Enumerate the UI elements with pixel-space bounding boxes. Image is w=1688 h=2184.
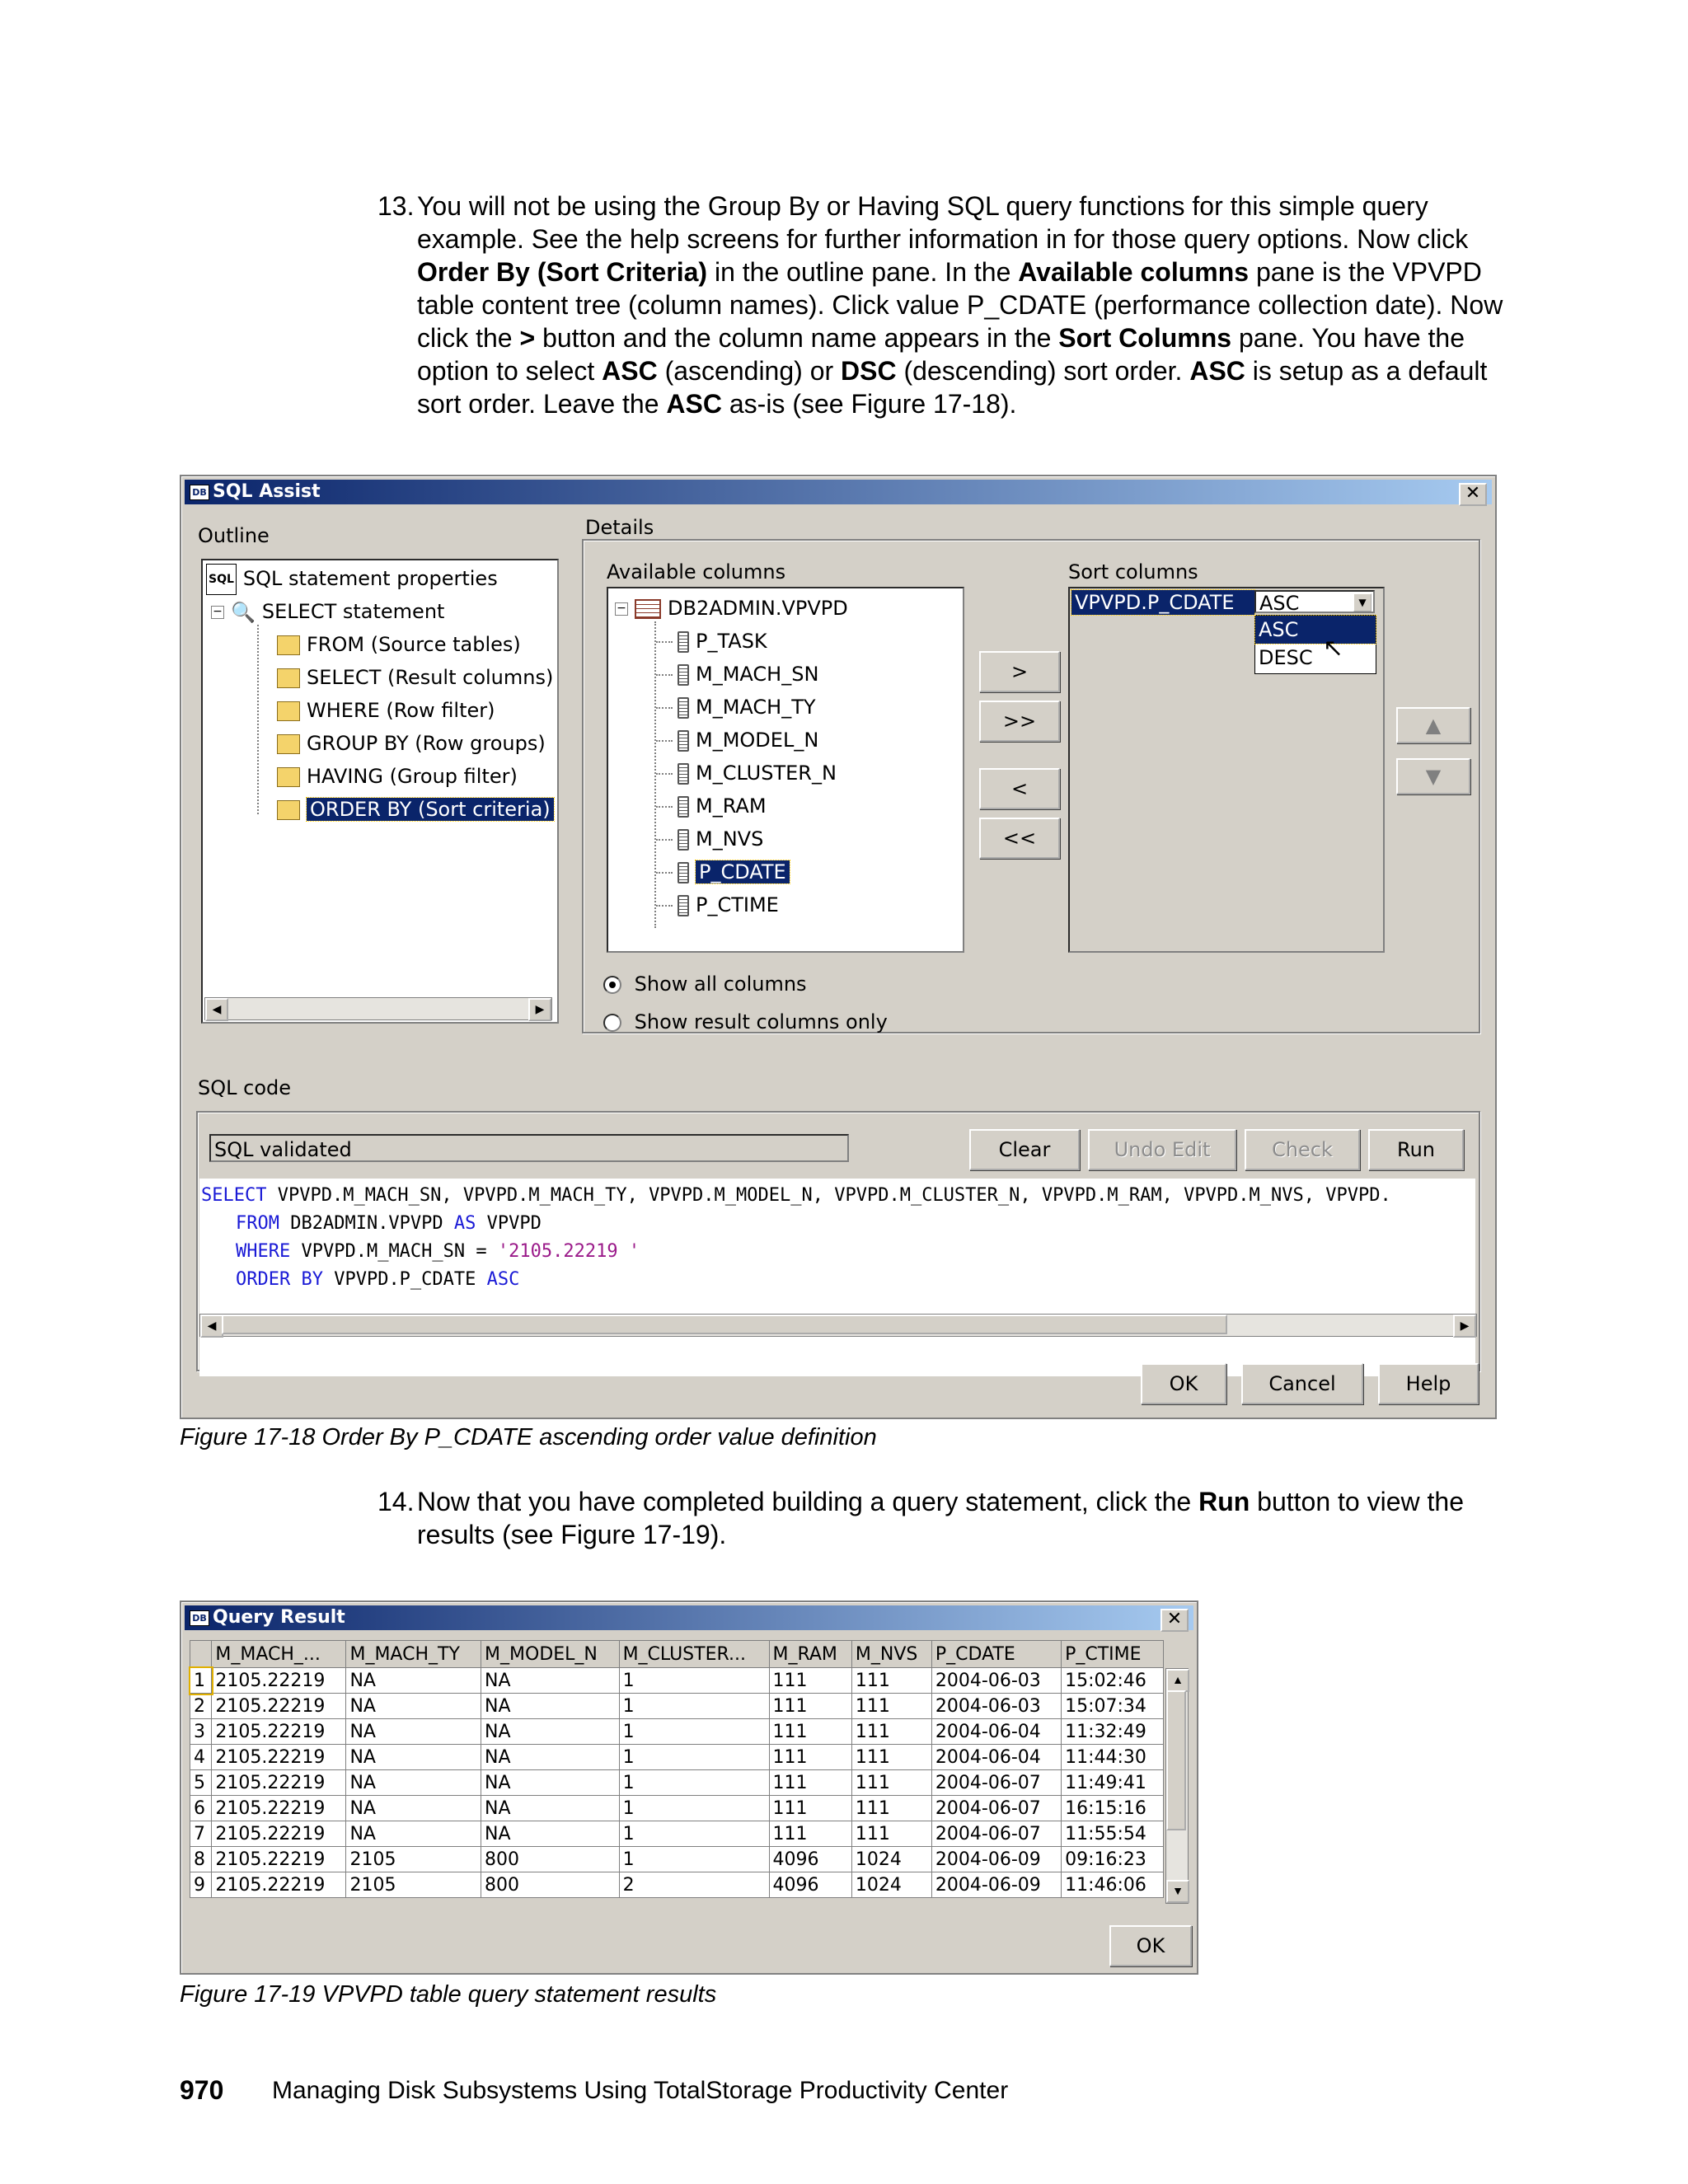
mouse-cursor-icon: ↖	[1323, 634, 1344, 663]
column-header[interactable]: P_CTIME	[1062, 1641, 1164, 1668]
outline-item-having[interactable]: HAVING (Group filter)	[277, 762, 518, 791]
table-row[interactable]	[190, 1719, 1164, 1745]
move-up-icon[interactable]: ▲	[1396, 707, 1470, 743]
column-item[interactable]	[678, 890, 779, 920]
table-cell: 2105.22219	[212, 1770, 346, 1796]
table-cell: NA	[346, 1770, 481, 1796]
table-cell: NA	[481, 1668, 620, 1694]
table-cell: 11:32:49	[1062, 1719, 1164, 1745]
table-row[interactable]	[190, 1694, 1164, 1719]
outline-item-select-statement[interactable]: − 🔍 SELECT statement	[211, 597, 444, 626]
step-13-text	[417, 190, 1515, 420]
scroll-left-icon[interactable]: ◀	[205, 998, 228, 1021]
table-row[interactable]	[190, 1872, 1164, 1898]
column-label: P_CTIME	[696, 893, 779, 916]
table-cell: NA	[346, 1668, 481, 1694]
clear-button[interactable]: Clear	[969, 1129, 1080, 1170]
collapse-icon: −	[615, 602, 628, 616]
text-run: (descending) sort order.	[896, 356, 1190, 386]
sort-option-desc[interactable]: DESC	[1259, 646, 1313, 669]
column-icon	[678, 697, 689, 719]
outline-h-scrollbar[interactable]	[204, 997, 552, 1020]
cancel-button[interactable]: Cancel	[1241, 1363, 1363, 1404]
column-header[interactable]: M_MODEL_N	[481, 1641, 620, 1668]
row-number: 8	[190, 1847, 212, 1872]
table-cell: 111	[851, 1770, 931, 1796]
table-cell: 111	[769, 1770, 851, 1796]
table-cell: 2105.22219	[212, 1847, 346, 1872]
magnifier-icon: 🔍	[231, 601, 256, 624]
scroll-left-icon[interactable]: ◀	[200, 1315, 223, 1338]
table-cell: NA	[346, 1719, 481, 1745]
details-label: Details	[585, 516, 654, 539]
table-cell: NA	[481, 1694, 620, 1719]
run-button[interactable]: Run	[1368, 1129, 1464, 1170]
db2-app-icon: DB	[190, 485, 209, 500]
step-14-paragraph	[377, 1485, 1515, 1551]
column-header[interactable]: M_MACH_TY	[346, 1641, 481, 1668]
step-number: 13.	[377, 191, 415, 221]
bold-term: Available columns	[1018, 257, 1250, 287]
query-result-titlebar	[185, 1605, 1193, 1630]
table-row[interactable]	[190, 1770, 1164, 1796]
figure-caption-17-18: Figure 17-18 Order By P_CDATE ascending order value definition	[180, 1424, 877, 1451]
scroll-thumb[interactable]	[1166, 1690, 1186, 1830]
table-cell: 2105.22219	[212, 1668, 346, 1694]
add-all-columns-button[interactable]: >>	[979, 701, 1060, 742]
table-row[interactable]	[190, 1745, 1164, 1770]
bold-term: ASC	[1189, 356, 1245, 386]
step-13-paragraph	[377, 190, 1515, 420]
sql-code-editor[interactable]	[199, 1179, 1475, 1376]
radio-show-result[interactable]: Show result columns only	[603, 1010, 888, 1033]
sort-columns-label: Sort columns	[1068, 560, 1198, 583]
folder-table-icon	[277, 701, 300, 721]
step-number: 14.	[377, 1487, 415, 1516]
table-cell: 1024	[851, 1847, 931, 1872]
sort-columns-list	[1068, 587, 1385, 953]
outline-item-sql-properties[interactable]: SQL SQL statement properties	[206, 564, 498, 593]
column-header[interactable]: M_MACH_...	[212, 1641, 346, 1668]
row-number: 3	[190, 1719, 212, 1745]
table-cell: NA	[481, 1796, 620, 1821]
sql-code-label: SQL code	[198, 1076, 292, 1099]
book-title: Managing Disk Subsystems Using TotalStorage Productivity Center	[272, 2077, 1009, 2104]
table-cell: 09:16:23	[1062, 1847, 1164, 1872]
outline-item-select[interactable]: SELECT (Result columns)	[277, 663, 553, 692]
table-cell: 4096	[769, 1872, 851, 1898]
column-header[interactable]: M_CLUSTER...	[619, 1641, 769, 1668]
table-cell: 1	[619, 1770, 769, 1796]
table-cell: 11:46:06	[1062, 1872, 1164, 1898]
column-icon	[678, 829, 689, 851]
table-cell: 2004-06-07	[931, 1796, 1061, 1821]
ok-button[interactable]: OK	[1141, 1363, 1226, 1404]
outline-tree	[201, 559, 559, 1024]
table-cell: 2105.22219	[212, 1821, 346, 1847]
row-number: 7	[190, 1821, 212, 1847]
table-cell: NA	[346, 1821, 481, 1847]
table-cell: 111	[851, 1719, 931, 1745]
bold-term: DSC	[841, 356, 897, 386]
text-run: Now that you have completed building a query statement, click the	[417, 1487, 1199, 1516]
table-cell: 111	[851, 1668, 931, 1694]
table-row[interactable]	[190, 1796, 1164, 1821]
undo-edit-button[interactable]: Undo Edit	[1088, 1129, 1236, 1170]
code-line-4: ORDER BY VPVPD.P_CDATE ASC	[236, 1269, 520, 1290]
row-number: 6	[190, 1796, 212, 1821]
table-cell: NA	[481, 1745, 620, 1770]
column-icon	[678, 862, 689, 883]
text-run: You will not be using the Group By or Having SQL query functions for this simple query example. See the help screens for further information in for those query options. Now click	[417, 191, 1469, 254]
outline-item-order-by[interactable]: ORDER BY (Sort criteria)	[277, 794, 554, 824]
table-cell: 111	[769, 1719, 851, 1745]
table-cell: 2004-06-07	[931, 1821, 1061, 1847]
table-cell: 111	[769, 1796, 851, 1821]
table-cell: 1	[619, 1796, 769, 1821]
sort-column-item[interactable]: VPVPD.P_CDATE	[1071, 590, 1254, 615]
move-down-icon[interactable]: ▼	[1396, 758, 1470, 794]
table-cell: 1	[619, 1847, 769, 1872]
scroll-down-icon[interactable]: ▼	[1166, 1880, 1189, 1903]
sort-order-dropdown	[1254, 615, 1376, 674]
table-cell: 2004-06-09	[931, 1847, 1061, 1872]
table-cell: 1024	[851, 1872, 931, 1898]
table-cell: 2004-06-07	[931, 1770, 1061, 1796]
figure-caption-17-19: Figure 17-19 VPVPD table query statement results	[180, 1981, 717, 2008]
table-header-row	[190, 1641, 1164, 1668]
table-cell: 1	[619, 1694, 769, 1719]
sql-assist-dialog	[180, 475, 1497, 1419]
bold-term: ASC	[602, 356, 658, 386]
table-cell: 111	[769, 1745, 851, 1770]
column-icon	[678, 631, 689, 653]
table-row[interactable]	[190, 1847, 1164, 1872]
table-cell: 2	[619, 1872, 769, 1898]
table-cell: 111	[769, 1694, 851, 1719]
radio-selected-icon	[603, 976, 621, 994]
table-cell: 2105.22219	[212, 1872, 346, 1898]
sql-icon: SQL	[206, 564, 237, 595]
table-cell: NA	[481, 1821, 620, 1847]
table-cell: 800	[481, 1847, 620, 1872]
text-run: (ascending) or	[657, 356, 842, 386]
available-columns-tree	[607, 587, 964, 953]
text-run: is setup as a default sort order. Leave the	[417, 356, 1488, 419]
table-cell: 111	[851, 1821, 931, 1847]
column-item[interactable]	[678, 626, 767, 656]
table-cell: 2105.22219	[212, 1719, 346, 1745]
add-column-button[interactable]: >	[979, 651, 1060, 692]
table-row[interactable]	[190, 1821, 1164, 1847]
scroll-right-icon[interactable]: ▶	[528, 998, 551, 1021]
column-label: M_RAM	[696, 794, 767, 818]
table-cell: 1	[619, 1719, 769, 1745]
column-label: P_TASK	[696, 630, 767, 653]
bold-term: ASC	[666, 389, 722, 419]
column-item[interactable]	[678, 857, 790, 887]
text-run: button and the column name appears in the	[535, 323, 1059, 353]
table-cell: 2105	[346, 1872, 481, 1898]
folder-table-icon	[277, 734, 300, 754]
table-cell: 111	[769, 1668, 851, 1694]
column-icon	[678, 796, 689, 818]
table-cell: 2105	[346, 1847, 481, 1872]
table-row[interactable]	[190, 1668, 1164, 1694]
column-label: M_NVS	[696, 827, 764, 851]
folder-table-icon	[277, 668, 300, 688]
outline-label: Outline	[198, 524, 270, 547]
result-table	[190, 1640, 1164, 1898]
column-label: M_CLUSTER_N	[696, 762, 837, 785]
status-field: SQL validated	[209, 1134, 849, 1162]
table-cell: 1	[619, 1821, 769, 1847]
page-number: 970	[180, 2075, 224, 2105]
table-cell: 111	[851, 1694, 931, 1719]
text-run: in the outline pane. In the	[707, 257, 1019, 287]
ok-button[interactable]: OK	[1109, 1925, 1192, 1966]
result-v-scrollbar[interactable]	[1165, 1668, 1189, 1904]
bold-term: Run	[1198, 1487, 1250, 1516]
outline-item-where[interactable]: WHERE (Row filter)	[277, 696, 495, 725]
text-run: pane. You have the option to select	[417, 323, 1465, 386]
table-cell: NA	[346, 1745, 481, 1770]
table-cell: 111	[769, 1821, 851, 1847]
close-button[interactable]: ✕	[1459, 483, 1487, 506]
column-header[interactable]: P_CDATE	[931, 1641, 1061, 1668]
column-item[interactable]	[678, 692, 816, 722]
query-result-dialog	[180, 1601, 1198, 1975]
db2-app-icon: DB	[190, 1610, 209, 1626]
folder-table-icon	[277, 767, 300, 787]
table-cell: 2105.22219	[212, 1694, 346, 1719]
table-cell: NA	[481, 1719, 620, 1745]
column-item[interactable]	[678, 758, 837, 788]
table-cell: 2004-06-04	[931, 1745, 1061, 1770]
column-label: M_MACH_SN	[696, 663, 819, 686]
row-number: 2	[190, 1694, 212, 1719]
table-cell: 1	[619, 1668, 769, 1694]
table-node[interactable]: − DB2ADMIN.VPVPD	[615, 593, 848, 623]
table-cell: 11:55:54	[1062, 1821, 1164, 1847]
table-cell: 2004-06-03	[931, 1668, 1061, 1694]
column-icon	[678, 664, 689, 686]
radio-show-all[interactable]: Show all columns	[603, 972, 807, 996]
available-columns-label: Available columns	[607, 560, 786, 583]
column-icon	[678, 730, 689, 752]
help-button[interactable]: Help	[1378, 1363, 1479, 1404]
code-h-scrollbar[interactable]	[199, 1314, 1477, 1337]
text-run: pane is the VPVPD table content tree (column names). Click value P_CDATE (performance collection date). Now click the	[417, 257, 1503, 353]
chevron-down-icon[interactable]: ▼	[1353, 593, 1372, 612]
column-label: M_MODEL_N	[696, 729, 819, 752]
close-button[interactable]: ✕	[1160, 1609, 1189, 1632]
table-cell: 2004-06-04	[931, 1719, 1061, 1745]
outline-item-group-by[interactable]: GROUP BY (Row groups)	[277, 729, 546, 758]
table-cell: 2105.22219	[212, 1796, 346, 1821]
collapse-icon: −	[211, 606, 224, 619]
scroll-up-icon[interactable]: ▲	[1166, 1669, 1189, 1692]
table-cell: NA	[346, 1694, 481, 1719]
column-header[interactable]	[190, 1641, 212, 1668]
bold-term: >	[519, 323, 536, 353]
column-item[interactable]	[678, 824, 763, 854]
check-button[interactable]: Check	[1245, 1129, 1360, 1170]
table-cell: 2105.22219	[212, 1745, 346, 1770]
column-icon	[678, 763, 689, 785]
table-cell: 11:44:30	[1062, 1745, 1164, 1770]
radio-unselected-icon	[603, 1014, 621, 1032]
bold-term: Sort Columns	[1058, 323, 1232, 353]
remove-column-button[interactable]: <	[979, 768, 1060, 809]
column-item[interactable]	[678, 659, 818, 689]
table-icon	[635, 599, 661, 619]
table-cell: 16:15:16	[1062, 1796, 1164, 1821]
table-cell: 800	[481, 1872, 620, 1898]
text-run: button to view the results (see Figure 17-19).	[417, 1487, 1464, 1549]
sort-order-select[interactable]: ASC ▼	[1254, 590, 1375, 613]
table-cell: 11:49:41	[1062, 1770, 1164, 1796]
table-cell: NA	[481, 1770, 620, 1796]
column-header[interactable]: M_NVS	[851, 1641, 931, 1668]
bold-term: Order By (Sort Criteria)	[417, 257, 708, 287]
table-cell: 111	[851, 1796, 931, 1821]
code-line-3: WHERE VPVPD.M_MACH_SN = '2105.22219 '	[236, 1241, 640, 1262]
table-cell: 15:02:46	[1062, 1668, 1164, 1694]
column-icon	[678, 895, 689, 916]
outline-item-from[interactable]: FROM (Source tables)	[277, 630, 521, 659]
table-cell: 2004-06-09	[931, 1872, 1061, 1898]
code-line-2: FROM DB2ADMIN.VPVPD AS VPVPD	[236, 1213, 542, 1234]
sql-assist-titlebar	[185, 480, 1492, 504]
column-item[interactable]	[678, 791, 767, 821]
column-label: P_CDATE	[696, 860, 790, 883]
row-number: 1	[190, 1668, 212, 1694]
table-cell: 2004-06-03	[931, 1694, 1061, 1719]
row-number: 9	[190, 1872, 212, 1898]
table-cell: 111	[851, 1745, 931, 1770]
code-line-1: SELECT VPVPD.M_MACH_SN, VPVPD.M_MACH_TY, VPVPD.M_MODEL_N, VPVPD.M_CLUSTER_N, VPVPD.M_RAM, VPVPD.M_NVS, VPVPD.	[201, 1185, 1391, 1206]
text-run: as-is (see Figure 17-18).	[721, 389, 1017, 419]
query-result-title: Query Result	[213, 1607, 345, 1628]
row-number: 5	[190, 1770, 212, 1796]
remove-all-columns-button[interactable]: <<	[979, 818, 1060, 859]
column-header[interactable]: M_RAM	[769, 1641, 851, 1668]
column-item[interactable]	[678, 725, 818, 755]
column-label: M_MACH_TY	[696, 696, 816, 719]
table-cell: 1	[619, 1745, 769, 1770]
sort-option-asc[interactable]: ASC	[1255, 616, 1376, 644]
scroll-right-icon[interactable]: ▶	[1453, 1315, 1476, 1338]
sort-icon	[277, 800, 300, 820]
scroll-thumb[interactable]	[222, 1315, 1227, 1334]
step-14-text	[417, 1485, 1515, 1551]
table-cell: NA	[346, 1796, 481, 1821]
folder-table-icon	[277, 635, 300, 655]
sql-assist-title: SQL Assist	[213, 481, 321, 502]
table-cell: 4096	[769, 1847, 851, 1872]
row-number: 4	[190, 1745, 212, 1770]
table-cell: 15:07:34	[1062, 1694, 1164, 1719]
